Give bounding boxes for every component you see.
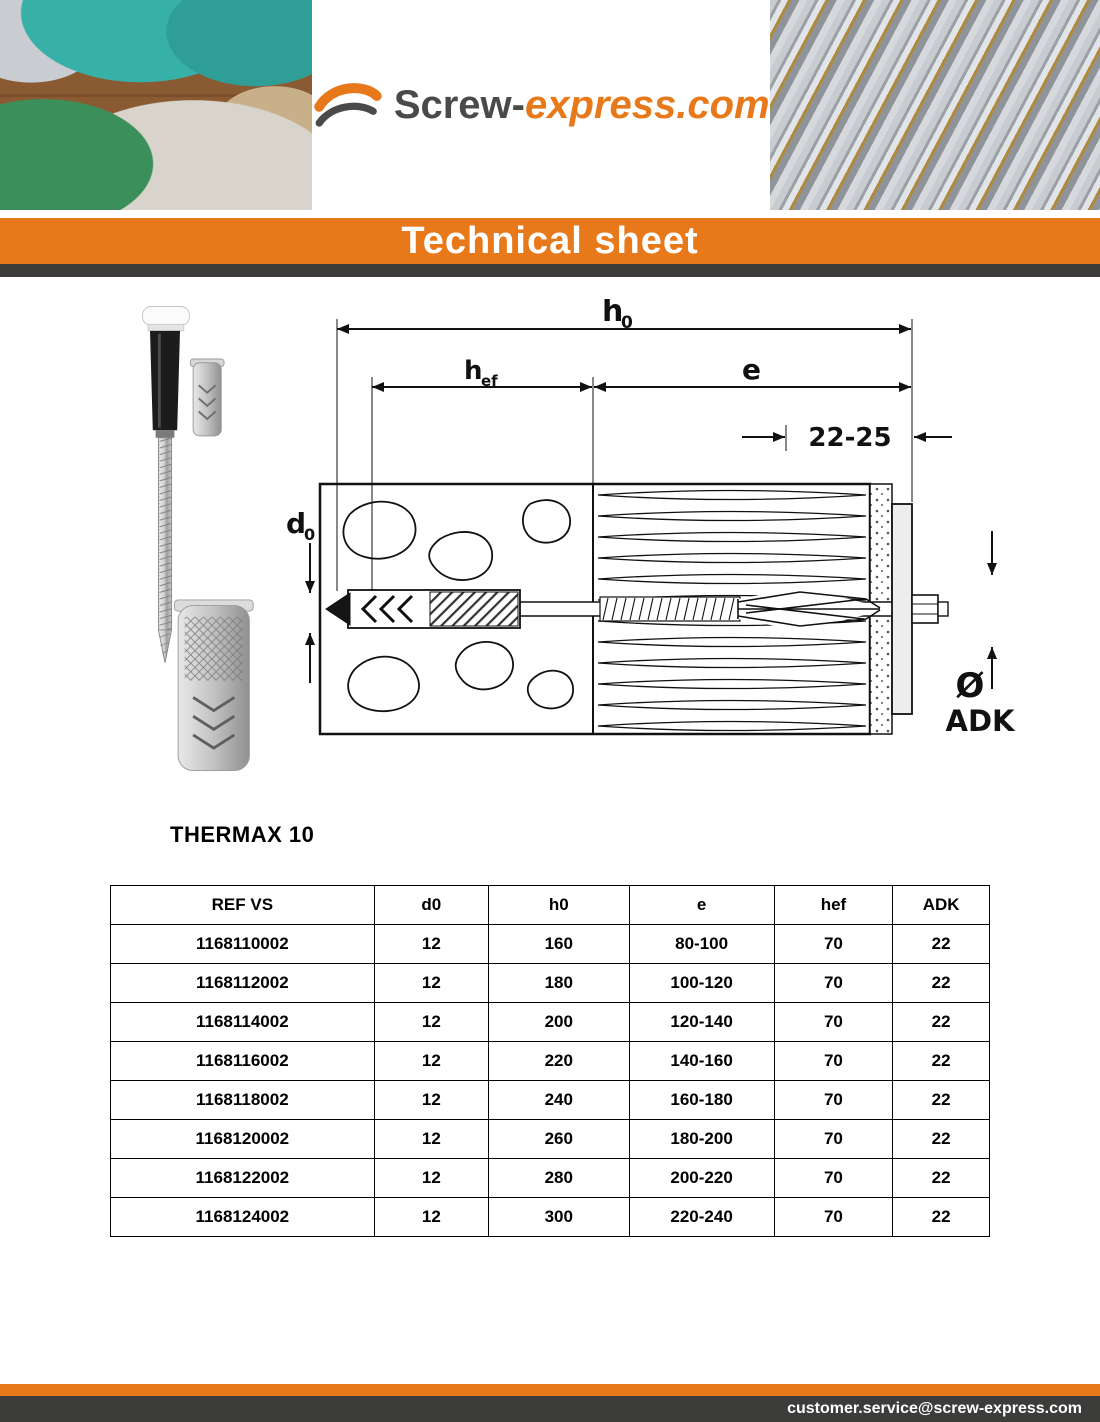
table-cell: 120-140 xyxy=(629,1003,774,1042)
table-cell: 70 xyxy=(774,1120,893,1159)
table-cell: 1168122002 xyxy=(111,1159,375,1198)
table-cell: 70 xyxy=(774,925,893,964)
banner-divider-bar xyxy=(0,264,1100,277)
dim-label-hef: h xyxy=(464,356,483,386)
table-cell: 160-180 xyxy=(629,1081,774,1120)
table-cell: 100-120 xyxy=(629,964,774,1003)
dim-label-e: e xyxy=(742,353,761,386)
dim-label-h0-sub: 0 xyxy=(621,313,633,333)
table-cell: 200-220 xyxy=(629,1159,774,1198)
table-header-cell: REF VS xyxy=(111,886,375,925)
table-cell: 1168116002 xyxy=(111,1042,375,1081)
table-cell: 1168124002 xyxy=(111,1198,375,1237)
table-cell: 180-200 xyxy=(629,1120,774,1159)
banner-gap xyxy=(0,210,1100,218)
table-cell: 12 xyxy=(374,1081,488,1120)
table-cell: 1168120002 xyxy=(111,1120,375,1159)
table-row xyxy=(111,964,990,1003)
logo xyxy=(312,0,770,210)
table-row xyxy=(111,925,990,964)
dim-label-22-25: 22-25 xyxy=(808,423,892,453)
table-header-cell: hef xyxy=(774,886,893,925)
dim-label-adk: ADK xyxy=(945,704,1015,738)
header xyxy=(0,0,1100,210)
table-row xyxy=(111,1042,990,1081)
table-row xyxy=(111,1003,990,1042)
table-cell: 140-160 xyxy=(629,1042,774,1081)
table-cell: 280 xyxy=(488,1159,629,1198)
table-row xyxy=(111,1081,990,1120)
table-cell: 22 xyxy=(893,1003,990,1042)
table-cell: 70 xyxy=(774,964,893,1003)
table-cell: 12 xyxy=(374,964,488,1003)
product-figure xyxy=(120,299,270,779)
table-cell: 22 xyxy=(893,964,990,1003)
table-row xyxy=(111,1159,990,1198)
table-cell: 12 xyxy=(374,1120,488,1159)
table-cell: 1168112002 xyxy=(111,964,375,1003)
product-name: THERMAX 10 xyxy=(170,822,315,847)
logo-text xyxy=(394,83,770,128)
table-cell: 12 xyxy=(374,925,488,964)
table-cell: 70 xyxy=(774,1081,893,1120)
logo-text-primary: Screw- xyxy=(393,82,525,127)
table-cell: 180 xyxy=(488,964,629,1003)
header-photo-right xyxy=(770,0,1100,210)
title-banner xyxy=(0,218,1100,264)
table-cell: 12 xyxy=(374,1159,488,1198)
table-cell: 22 xyxy=(893,1198,990,1237)
table-cell: 1168110002 xyxy=(111,925,375,964)
table-header-cell: h0 xyxy=(488,886,629,925)
table-cell: 70 xyxy=(774,1003,893,1042)
footer xyxy=(0,1384,1100,1422)
dim-label-h0: h xyxy=(602,299,624,329)
table-cell: 160 xyxy=(488,925,629,964)
table-header-cell: ADK xyxy=(893,886,990,925)
small-plug-image xyxy=(190,359,224,436)
table-cell: 260 xyxy=(488,1120,629,1159)
dim-label-hef-sub: ef xyxy=(481,372,498,390)
table-cell: 70 xyxy=(774,1042,893,1081)
table-cell: 1168118002 xyxy=(111,1081,375,1120)
table-cell: 12 xyxy=(374,1198,488,1237)
table-header-row xyxy=(111,886,990,925)
table-cell: 22 xyxy=(893,1081,990,1120)
table-cell: 22 xyxy=(893,1159,990,1198)
table-cell: 12 xyxy=(374,1003,488,1042)
table-cell: 300 xyxy=(488,1198,629,1237)
table-cell: 22 xyxy=(893,1042,990,1081)
table-cell: 1168114002 xyxy=(111,1003,375,1042)
table-cell: 220-240 xyxy=(629,1198,774,1237)
dim-label-d0-sub: 0 xyxy=(304,525,316,544)
table-header-cell: d0 xyxy=(374,886,488,925)
logo-text-secondary: express.com xyxy=(524,82,770,127)
table-cell: 22 xyxy=(893,1120,990,1159)
spec-table xyxy=(110,885,990,1237)
table-cell: 240 xyxy=(488,1081,629,1120)
table-row xyxy=(111,1198,990,1237)
table-cell: 22 xyxy=(893,925,990,964)
table-cell: 200 xyxy=(488,1003,629,1042)
dim-label-d0: d xyxy=(286,507,307,540)
dim-label-diameter: Ø xyxy=(955,666,985,706)
footer-accent-bar xyxy=(0,1384,1100,1396)
table-cell: 80-100 xyxy=(629,925,774,964)
table-cell: 12 xyxy=(374,1042,488,1081)
page-title: Technical sheet xyxy=(401,219,699,262)
content xyxy=(0,277,1100,1384)
technical-drawing xyxy=(280,299,1050,779)
table-cell: 70 xyxy=(774,1198,893,1237)
large-plug-image xyxy=(174,600,253,771)
table-cell: 70 xyxy=(774,1159,893,1198)
header-photo-left xyxy=(0,0,312,210)
footer-email: customer.service@screw-express.com xyxy=(787,1400,1082,1417)
footer-bar xyxy=(0,1396,1100,1422)
table-header-cell: e xyxy=(629,886,774,925)
table-cell: 220 xyxy=(488,1042,629,1081)
table-row xyxy=(111,1120,990,1159)
logo-swoosh-icon xyxy=(312,76,384,134)
